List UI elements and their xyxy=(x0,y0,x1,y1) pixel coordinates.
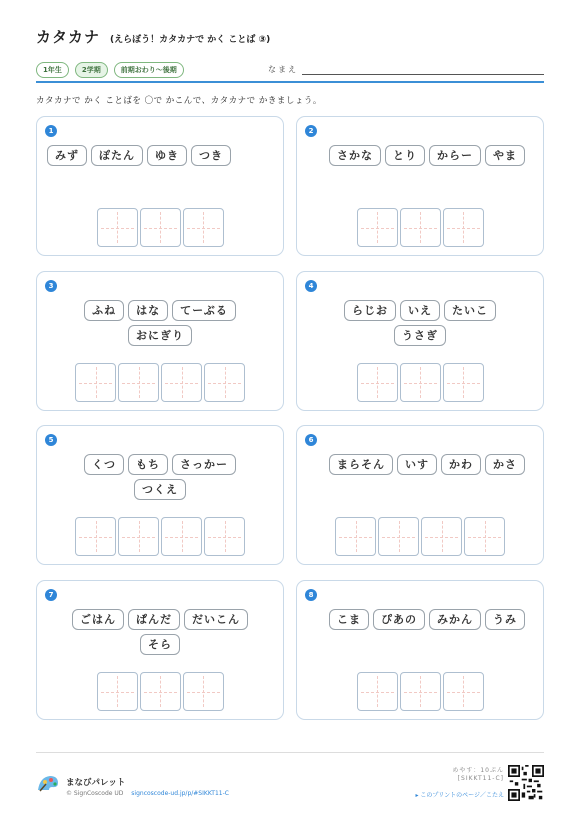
word-choice[interactable]: さっかー xyxy=(172,454,236,475)
word-choice[interactable]: からー xyxy=(429,145,481,166)
tag-grade: 1年生 xyxy=(36,62,69,78)
word-choices xyxy=(37,300,283,346)
answer-box[interactable] xyxy=(183,208,224,247)
word-choice[interactable]: まらそん xyxy=(329,454,393,475)
answer-box[interactable] xyxy=(75,363,116,402)
question-number: 3 xyxy=(45,280,57,292)
word-choices xyxy=(297,454,543,475)
answer-box[interactable] xyxy=(464,517,505,556)
answer-box[interactable] xyxy=(421,517,462,556)
answer-boxes xyxy=(37,517,283,556)
question-card-4 xyxy=(296,271,544,411)
answer-boxes xyxy=(297,517,543,556)
question-number: 7 xyxy=(45,589,57,601)
word-choice[interactable]: ぴあの xyxy=(373,609,425,630)
word-choice[interactable]: もち xyxy=(128,454,168,475)
source-link[interactable]: signcoscode-ud.jp/p/#SIKKT11-C xyxy=(131,790,229,797)
word-choice[interactable]: とり xyxy=(385,145,425,166)
page-title: カタカナ xyxy=(36,28,101,46)
answer-boxes xyxy=(37,208,283,247)
word-choice[interactable]: いす xyxy=(397,454,437,475)
header-divider xyxy=(36,81,544,83)
word-choice[interactable]: みかん xyxy=(429,609,481,630)
copyright-text: © SignCoscode UD xyxy=(66,790,124,797)
answer-box[interactable] xyxy=(335,517,376,556)
word-choices xyxy=(37,609,283,655)
answer-box[interactable] xyxy=(75,517,116,556)
word-choice[interactable]: こま xyxy=(329,609,369,630)
instruction-text: カタカナで かく ことばを 〇で かこんで、カタカナで かきましょう。 xyxy=(36,96,322,106)
word-choice[interactable]: ぽたん xyxy=(91,145,143,166)
worksheet-code: [SIKKT11-C] xyxy=(457,775,504,782)
word-choice[interactable]: おにぎり xyxy=(128,325,192,346)
word-choice[interactable]: さかな xyxy=(329,145,381,166)
answer-box[interactable] xyxy=(204,363,245,402)
answer-box[interactable] xyxy=(443,208,484,247)
brand-name: まなびパレット xyxy=(66,778,126,788)
question-number: 6 xyxy=(305,434,317,446)
word-choice[interactable]: うみ xyxy=(485,609,525,630)
question-card-7 xyxy=(36,580,284,720)
answer-boxes xyxy=(297,363,543,402)
tag-term: 2学期 xyxy=(75,62,108,78)
answer-page-link[interactable]: ▸ このプリントのページ／こたえ xyxy=(415,792,504,799)
answer-box[interactable] xyxy=(118,363,159,402)
name-label: なまえ xyxy=(268,65,298,74)
question-card-2 xyxy=(296,116,544,256)
word-choice[interactable]: ゆき xyxy=(147,145,187,166)
word-choice[interactable]: つき xyxy=(191,145,231,166)
question-number: 1 xyxy=(45,125,57,137)
answer-box[interactable] xyxy=(161,363,202,402)
word-choice[interactable]: くつ xyxy=(84,454,124,475)
word-choice[interactable]: うさぎ xyxy=(394,325,446,346)
answer-box[interactable] xyxy=(400,363,441,402)
question-number: 5 xyxy=(45,434,57,446)
copyright-line xyxy=(66,790,229,797)
answer-box[interactable] xyxy=(140,208,181,247)
answer-box[interactable] xyxy=(400,208,441,247)
answer-box[interactable] xyxy=(97,208,138,247)
grade-tags xyxy=(36,62,184,78)
answer-box[interactable] xyxy=(97,672,138,711)
footer-divider xyxy=(36,752,544,753)
word-choice[interactable]: そら xyxy=(140,634,180,655)
answer-boxes xyxy=(297,672,543,711)
word-choice[interactable]: たいこ xyxy=(444,300,496,321)
answer-box[interactable] xyxy=(378,517,419,556)
question-number: 4 xyxy=(305,280,317,292)
word-choice[interactable]: てーぶる xyxy=(172,300,236,321)
answer-box[interactable] xyxy=(118,517,159,556)
question-card-3 xyxy=(36,271,284,411)
question-number: 2 xyxy=(305,125,317,137)
answer-box[interactable] xyxy=(161,517,202,556)
answer-box[interactable] xyxy=(357,672,398,711)
word-choice[interactable]: かさ xyxy=(485,454,525,475)
title-row xyxy=(36,26,270,47)
question-card-5 xyxy=(36,425,284,565)
word-choice[interactable]: ごはん xyxy=(72,609,124,630)
word-choice[interactable]: かわ xyxy=(441,454,481,475)
answer-box[interactable] xyxy=(443,363,484,402)
qr-code-icon[interactable] xyxy=(508,765,544,801)
answer-box[interactable] xyxy=(357,363,398,402)
answer-box[interactable] xyxy=(140,672,181,711)
word-choice[interactable]: つくえ xyxy=(134,479,186,500)
answer-boxes xyxy=(37,363,283,402)
word-choice[interactable]: やま xyxy=(485,145,525,166)
name-field-line[interactable] xyxy=(302,74,544,75)
time-estimate: めやす：10ぷん xyxy=(452,767,504,774)
answer-boxes xyxy=(37,672,283,711)
word-choice[interactable]: ふね xyxy=(84,300,124,321)
word-choices xyxy=(297,609,543,630)
palette-logo-icon xyxy=(36,774,60,792)
word-choice[interactable]: だいこん xyxy=(184,609,248,630)
answer-box[interactable] xyxy=(183,672,224,711)
question-card-1 xyxy=(36,116,284,256)
answer-box[interactable] xyxy=(357,208,398,247)
question-card-8 xyxy=(296,580,544,720)
question-number: 8 xyxy=(305,589,317,601)
answer-boxes xyxy=(297,208,543,247)
word-choice[interactable]: いえ xyxy=(400,300,440,321)
word-choice[interactable]: はな xyxy=(128,300,168,321)
word-choices xyxy=(37,454,283,500)
answer-box[interactable] xyxy=(204,517,245,556)
word-choices xyxy=(297,300,543,346)
word-choice[interactable]: みず xyxy=(47,145,87,166)
word-choices xyxy=(37,145,283,166)
answer-box[interactable] xyxy=(443,672,484,711)
question-card-6 xyxy=(296,425,544,565)
tag-period: 前期おわり〜後期 xyxy=(114,62,184,78)
word-choices xyxy=(297,145,543,166)
word-choice[interactable]: らじお xyxy=(344,300,396,321)
answer-box[interactable] xyxy=(400,672,441,711)
page-subtitle: (えらぼう！カタカナで かく ことば ③) xyxy=(110,35,271,45)
word-choice[interactable]: ぱんだ xyxy=(128,609,180,630)
